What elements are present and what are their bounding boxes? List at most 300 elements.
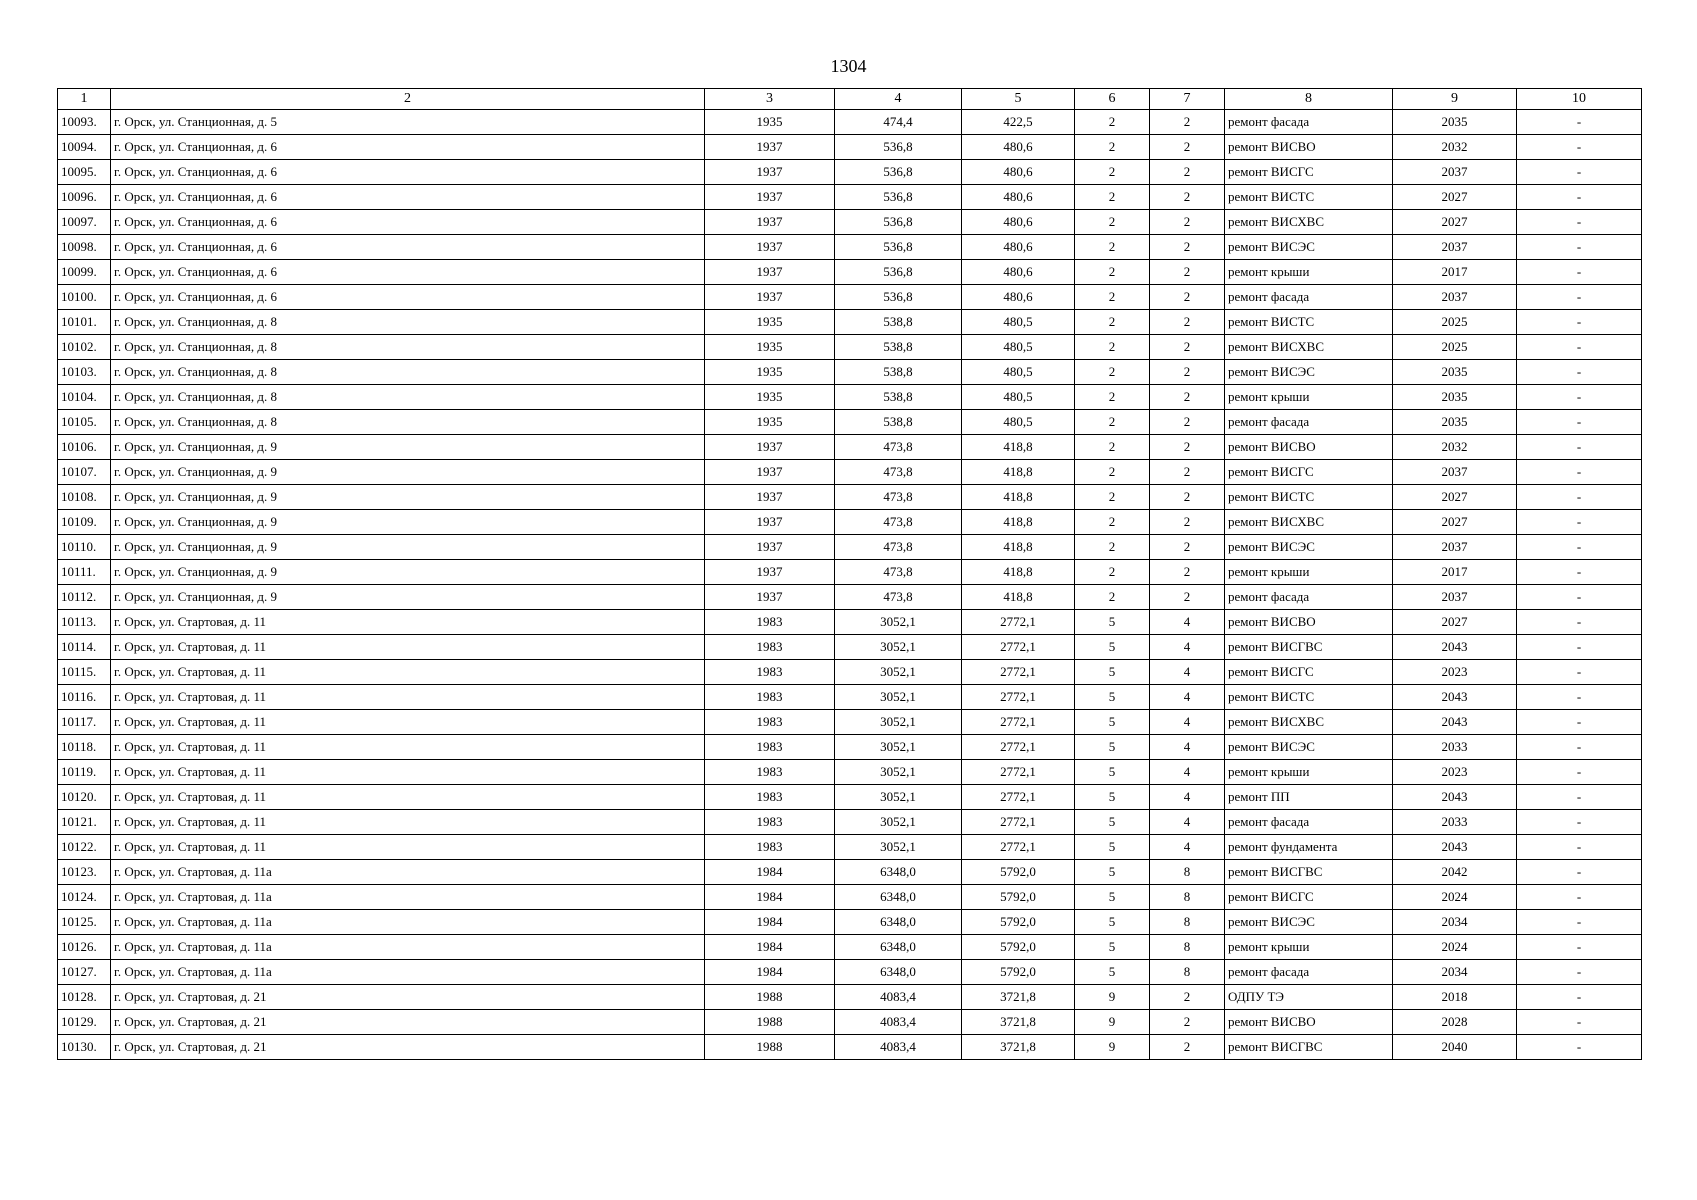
floors-cell: 5 <box>1075 660 1150 685</box>
total-area-cell: 6348,0 <box>835 885 962 910</box>
floors-cell: 2 <box>1075 585 1150 610</box>
row-number-cell: 10118. <box>58 735 111 760</box>
work-type-cell: ремонт ВИСГС <box>1225 660 1393 685</box>
total-area-cell: 536,8 <box>835 210 962 235</box>
entrances-cell: 2 <box>1150 385 1225 410</box>
total-area-cell: 473,8 <box>835 560 962 585</box>
row-number-cell: 10128. <box>58 985 111 1010</box>
table-row <box>58 585 1642 610</box>
table-row <box>58 860 1642 885</box>
term-cell: 2017 <box>1393 260 1517 285</box>
year-cell: 1983 <box>705 760 835 785</box>
living-area-cell: 480,6 <box>962 235 1075 260</box>
living-area-cell: 480,5 <box>962 360 1075 385</box>
work-type-cell: ремонт ВИСГВС <box>1225 635 1393 660</box>
entrances-cell: 4 <box>1150 685 1225 710</box>
table-row <box>58 710 1642 735</box>
address-cell: г. Орск, ул. Стартовая, д. 11 <box>111 635 705 660</box>
total-area-cell: 536,8 <box>835 260 962 285</box>
address-cell: г. Орск, ул. Стартовая, д. 11 <box>111 660 705 685</box>
work-type-cell: ремонт ПП <box>1225 785 1393 810</box>
year-cell: 1983 <box>705 810 835 835</box>
work-type-cell: ремонт крыши <box>1225 260 1393 285</box>
note-cell: - <box>1517 710 1642 735</box>
row-number-cell: 10122. <box>58 835 111 860</box>
year-cell: 1937 <box>705 510 835 535</box>
entrances-cell: 2 <box>1150 1010 1225 1035</box>
total-area-cell: 473,8 <box>835 535 962 560</box>
total-area-cell: 473,8 <box>835 485 962 510</box>
address-cell: г. Орск, ул. Стартовая, д. 21 <box>111 1035 705 1060</box>
note-cell: - <box>1517 285 1642 310</box>
living-area-cell: 480,5 <box>962 385 1075 410</box>
table-header-row <box>58 89 1642 110</box>
term-cell: 2018 <box>1393 985 1517 1010</box>
table-row <box>58 485 1642 510</box>
entrances-cell: 2 <box>1150 160 1225 185</box>
table-row <box>58 460 1642 485</box>
term-cell: 2037 <box>1393 535 1517 560</box>
work-type-cell: ремонт ВИСТС <box>1225 485 1393 510</box>
row-number-cell: 10098. <box>58 235 111 260</box>
living-area-cell: 2772,1 <box>962 835 1075 860</box>
table-row <box>58 1035 1642 1060</box>
year-cell: 1937 <box>705 235 835 260</box>
term-cell: 2034 <box>1393 960 1517 985</box>
table-row <box>58 410 1642 435</box>
entrances-cell: 2 <box>1150 1035 1225 1060</box>
floors-cell: 2 <box>1075 535 1150 560</box>
row-number-cell: 10117. <box>58 710 111 735</box>
table-row <box>58 535 1642 560</box>
total-area-cell: 538,8 <box>835 360 962 385</box>
table-row <box>58 135 1642 160</box>
year-cell: 1937 <box>705 185 835 210</box>
floors-cell: 5 <box>1075 935 1150 960</box>
note-cell: - <box>1517 360 1642 385</box>
entrances-cell: 8 <box>1150 935 1225 960</box>
living-area-cell: 2772,1 <box>962 810 1075 835</box>
address-cell: г. Орск, ул. Станционная, д. 9 <box>111 535 705 560</box>
floors-cell: 2 <box>1075 510 1150 535</box>
floors-cell: 2 <box>1075 135 1150 160</box>
address-cell: г. Орск, ул. Станционная, д. 6 <box>111 235 705 260</box>
entrances-cell: 2 <box>1150 185 1225 210</box>
year-cell: 1983 <box>705 735 835 760</box>
total-area-cell: 3052,1 <box>835 710 962 735</box>
work-type-cell: ремонт фундамента <box>1225 835 1393 860</box>
year-cell: 1937 <box>705 260 835 285</box>
address-cell: г. Орск, ул. Стартовая, д. 11а <box>111 935 705 960</box>
note-cell: - <box>1517 635 1642 660</box>
living-area-cell: 418,8 <box>962 460 1075 485</box>
row-number-cell: 10110. <box>58 535 111 560</box>
address-cell: г. Орск, ул. Станционная, д. 8 <box>111 360 705 385</box>
entrances-cell: 2 <box>1150 985 1225 1010</box>
total-area-cell: 3052,1 <box>835 760 962 785</box>
floors-cell: 5 <box>1075 835 1150 860</box>
term-cell: 2033 <box>1393 810 1517 835</box>
entrances-cell: 8 <box>1150 910 1225 935</box>
row-number-cell: 10101. <box>58 310 111 335</box>
year-cell: 1983 <box>705 710 835 735</box>
year-cell: 1935 <box>705 310 835 335</box>
note-cell: - <box>1517 310 1642 335</box>
floors-cell: 2 <box>1075 260 1150 285</box>
entrances-cell: 2 <box>1150 335 1225 360</box>
living-area-cell: 480,5 <box>962 310 1075 335</box>
term-cell: 2025 <box>1393 335 1517 360</box>
term-cell: 2027 <box>1393 510 1517 535</box>
floors-cell: 9 <box>1075 985 1150 1010</box>
row-number-cell: 10108. <box>58 485 111 510</box>
entrances-cell: 2 <box>1150 360 1225 385</box>
column-header: 5 <box>962 89 1075 110</box>
entrances-cell: 2 <box>1150 510 1225 535</box>
total-area-cell: 536,8 <box>835 185 962 210</box>
entrances-cell: 2 <box>1150 460 1225 485</box>
term-cell: 2017 <box>1393 560 1517 585</box>
year-cell: 1935 <box>705 335 835 360</box>
address-cell: г. Орск, ул. Станционная, д. 8 <box>111 385 705 410</box>
living-area-cell: 2772,1 <box>962 635 1075 660</box>
entrances-cell: 4 <box>1150 710 1225 735</box>
row-number-cell: 10105. <box>58 410 111 435</box>
living-area-cell: 418,8 <box>962 585 1075 610</box>
term-cell: 2035 <box>1393 385 1517 410</box>
term-cell: 2035 <box>1393 360 1517 385</box>
year-cell: 1937 <box>705 210 835 235</box>
row-number-cell: 10119. <box>58 760 111 785</box>
note-cell: - <box>1517 110 1642 135</box>
row-number-cell: 10099. <box>58 260 111 285</box>
note-cell: - <box>1517 760 1642 785</box>
total-area-cell: 538,8 <box>835 410 962 435</box>
entrances-cell: 2 <box>1150 485 1225 510</box>
living-area-cell: 480,6 <box>962 135 1075 160</box>
address-cell: г. Орск, ул. Станционная, д. 6 <box>111 160 705 185</box>
note-cell: - <box>1517 210 1642 235</box>
work-type-cell: ремонт ВИСТС <box>1225 685 1393 710</box>
living-area-cell: 2772,1 <box>962 660 1075 685</box>
floors-cell: 5 <box>1075 885 1150 910</box>
work-type-cell: ремонт крыши <box>1225 560 1393 585</box>
table-row <box>58 510 1642 535</box>
work-type-cell: ремонт фасада <box>1225 960 1393 985</box>
year-cell: 1984 <box>705 960 835 985</box>
entrances-cell: 2 <box>1150 210 1225 235</box>
term-cell: 2037 <box>1393 460 1517 485</box>
row-number-cell: 10103. <box>58 360 111 385</box>
note-cell: - <box>1517 185 1642 210</box>
table-row <box>58 610 1642 635</box>
note-cell: - <box>1517 785 1642 810</box>
note-cell: - <box>1517 985 1642 1010</box>
total-area-cell: 3052,1 <box>835 785 962 810</box>
year-cell: 1988 <box>705 1010 835 1035</box>
term-cell: 2027 <box>1393 210 1517 235</box>
term-cell: 2037 <box>1393 160 1517 185</box>
address-cell: г. Орск, ул. Станционная, д. 9 <box>111 435 705 460</box>
work-type-cell: ремонт фасада <box>1225 585 1393 610</box>
address-cell: г. Орск, ул. Станционная, д. 6 <box>111 185 705 210</box>
entrances-cell: 8 <box>1150 885 1225 910</box>
entrances-cell: 4 <box>1150 635 1225 660</box>
floors-cell: 5 <box>1075 785 1150 810</box>
table-row <box>58 885 1642 910</box>
note-cell: - <box>1517 235 1642 260</box>
row-number-cell: 10109. <box>58 510 111 535</box>
address-cell: г. Орск, ул. Станционная, д. 8 <box>111 310 705 335</box>
floors-cell: 2 <box>1075 160 1150 185</box>
living-area-cell: 418,8 <box>962 435 1075 460</box>
work-type-cell: ремонт крыши <box>1225 935 1393 960</box>
table-row <box>58 960 1642 985</box>
table-row <box>58 435 1642 460</box>
row-number-cell: 10114. <box>58 635 111 660</box>
year-cell: 1984 <box>705 910 835 935</box>
floors-cell: 5 <box>1075 760 1150 785</box>
floors-cell: 2 <box>1075 210 1150 235</box>
living-area-cell: 5792,0 <box>962 860 1075 885</box>
work-type-cell: ОДПУ ТЭ <box>1225 985 1393 1010</box>
address-cell: г. Орск, ул. Стартовая, д. 11 <box>111 685 705 710</box>
term-cell: 2035 <box>1393 110 1517 135</box>
work-type-cell: ремонт фасада <box>1225 110 1393 135</box>
year-cell: 1937 <box>705 285 835 310</box>
work-type-cell: ремонт ВИСВО <box>1225 1010 1393 1035</box>
total-area-cell: 3052,1 <box>835 610 962 635</box>
term-cell: 2043 <box>1393 785 1517 810</box>
note-cell: - <box>1517 885 1642 910</box>
note-cell: - <box>1517 660 1642 685</box>
work-type-cell: ремонт фасада <box>1225 410 1393 435</box>
living-area-cell: 5792,0 <box>962 960 1075 985</box>
address-cell: г. Орск, ул. Стартовая, д. 21 <box>111 1010 705 1035</box>
note-cell: - <box>1517 835 1642 860</box>
entrances-cell: 4 <box>1150 735 1225 760</box>
term-cell: 2043 <box>1393 710 1517 735</box>
address-cell: г. Орск, ул. Стартовая, д. 11 <box>111 785 705 810</box>
note-cell: - <box>1517 810 1642 835</box>
living-area-cell: 2772,1 <box>962 735 1075 760</box>
total-area-cell: 3052,1 <box>835 735 962 760</box>
floors-cell: 5 <box>1075 960 1150 985</box>
total-area-cell: 474,4 <box>835 110 962 135</box>
term-cell: 2037 <box>1393 585 1517 610</box>
table-row <box>58 735 1642 760</box>
row-number-cell: 10126. <box>58 935 111 960</box>
floors-cell: 2 <box>1075 485 1150 510</box>
address-cell: г. Орск, ул. Станционная, д. 9 <box>111 485 705 510</box>
address-cell: г. Орск, ул. Стартовая, д. 11 <box>111 810 705 835</box>
note-cell: - <box>1517 735 1642 760</box>
column-header: 2 <box>111 89 705 110</box>
term-cell: 2035 <box>1393 410 1517 435</box>
table-row <box>58 985 1642 1010</box>
address-cell: г. Орск, ул. Станционная, д. 5 <box>111 110 705 135</box>
floors-cell: 2 <box>1075 285 1150 310</box>
floors-cell: 2 <box>1075 185 1150 210</box>
total-area-cell: 4083,4 <box>835 1010 962 1035</box>
living-area-cell: 422,5 <box>962 110 1075 135</box>
table-row <box>58 835 1642 860</box>
floors-cell: 2 <box>1075 235 1150 260</box>
address-cell: г. Орск, ул. Стартовая, д. 11 <box>111 835 705 860</box>
year-cell: 1983 <box>705 835 835 860</box>
entrances-cell: 4 <box>1150 810 1225 835</box>
address-cell: г. Орск, ул. Стартовая, д. 11 <box>111 760 705 785</box>
work-type-cell: ремонт ВИСХВС <box>1225 710 1393 735</box>
address-cell: г. Орск, ул. Стартовая, д. 11а <box>111 860 705 885</box>
column-header: 1 <box>58 89 111 110</box>
total-area-cell: 3052,1 <box>835 810 962 835</box>
floors-cell: 2 <box>1075 435 1150 460</box>
registry-table <box>57 88 1642 1060</box>
work-type-cell: ремонт ВИСТС <box>1225 185 1393 210</box>
total-area-cell: 536,8 <box>835 235 962 260</box>
address-cell: г. Орск, ул. Станционная, д. 6 <box>111 135 705 160</box>
note-cell: - <box>1517 460 1642 485</box>
row-number-cell: 10124. <box>58 885 111 910</box>
address-cell: г. Орск, ул. Станционная, д. 9 <box>111 560 705 585</box>
term-cell: 2028 <box>1393 1010 1517 1035</box>
work-type-cell: ремонт ВИСЭС <box>1225 735 1393 760</box>
total-area-cell: 6348,0 <box>835 860 962 885</box>
table-row <box>58 185 1642 210</box>
living-area-cell: 418,8 <box>962 535 1075 560</box>
row-number-cell: 10097. <box>58 210 111 235</box>
column-header: 7 <box>1150 89 1225 110</box>
year-cell: 1935 <box>705 360 835 385</box>
row-number-cell: 10115. <box>58 660 111 685</box>
term-cell: 2033 <box>1393 735 1517 760</box>
term-cell: 2032 <box>1393 435 1517 460</box>
floors-cell: 5 <box>1075 610 1150 635</box>
table-row <box>58 285 1642 310</box>
table-row <box>58 210 1642 235</box>
work-type-cell: ремонт ВИСХВС <box>1225 335 1393 360</box>
entrances-cell: 2 <box>1150 110 1225 135</box>
term-cell: 2024 <box>1393 885 1517 910</box>
work-type-cell: ремонт ВИСВО <box>1225 610 1393 635</box>
floors-cell: 2 <box>1075 335 1150 360</box>
address-cell: г. Орск, ул. Станционная, д. 9 <box>111 460 705 485</box>
term-cell: 2043 <box>1393 635 1517 660</box>
total-area-cell: 6348,0 <box>835 910 962 935</box>
total-area-cell: 538,8 <box>835 310 962 335</box>
work-type-cell: ремонт ВИСЭС <box>1225 235 1393 260</box>
note-cell: - <box>1517 560 1642 585</box>
table-row <box>58 235 1642 260</box>
entrances-cell: 2 <box>1150 235 1225 260</box>
row-number-cell: 10095. <box>58 160 111 185</box>
row-number-cell: 10121. <box>58 810 111 835</box>
total-area-cell: 538,8 <box>835 335 962 360</box>
living-area-cell: 2772,1 <box>962 710 1075 735</box>
term-cell: 2025 <box>1393 310 1517 335</box>
table-row <box>58 910 1642 935</box>
row-number-cell: 10107. <box>58 460 111 485</box>
table-body <box>58 110 1642 1060</box>
term-cell: 2023 <box>1393 660 1517 685</box>
note-cell: - <box>1517 335 1642 360</box>
term-cell: 2024 <box>1393 935 1517 960</box>
row-number-cell: 10106. <box>58 435 111 460</box>
address-cell: г. Орск, ул. Станционная, д. 6 <box>111 285 705 310</box>
term-cell: 2043 <box>1393 835 1517 860</box>
work-type-cell: ремонт ВИСЭС <box>1225 535 1393 560</box>
living-area-cell: 5792,0 <box>962 910 1075 935</box>
floors-cell: 5 <box>1075 735 1150 760</box>
table-row <box>58 660 1642 685</box>
column-header: 9 <box>1393 89 1517 110</box>
year-cell: 1935 <box>705 385 835 410</box>
table-row <box>58 685 1642 710</box>
row-number-cell: 10112. <box>58 585 111 610</box>
row-number-cell: 10104. <box>58 385 111 410</box>
address-cell: г. Орск, ул. Стартовая, д. 11а <box>111 960 705 985</box>
year-cell: 1983 <box>705 635 835 660</box>
work-type-cell: ремонт ВИСХВС <box>1225 510 1393 535</box>
year-cell: 1983 <box>705 660 835 685</box>
year-cell: 1984 <box>705 935 835 960</box>
table-row <box>58 810 1642 835</box>
note-cell: - <box>1517 610 1642 635</box>
term-cell: 2042 <box>1393 860 1517 885</box>
address-cell: г. Орск, ул. Станционная, д. 8 <box>111 410 705 435</box>
row-number-cell: 10127. <box>58 960 111 985</box>
work-type-cell: ремонт ВИСВО <box>1225 435 1393 460</box>
row-number-cell: 10096. <box>58 185 111 210</box>
entrances-cell: 2 <box>1150 410 1225 435</box>
year-cell: 1937 <box>705 585 835 610</box>
term-cell: 2027 <box>1393 610 1517 635</box>
entrances-cell: 4 <box>1150 610 1225 635</box>
year-cell: 1935 <box>705 410 835 435</box>
living-area-cell: 3721,8 <box>962 985 1075 1010</box>
year-cell: 1935 <box>705 110 835 135</box>
entrances-cell: 4 <box>1150 835 1225 860</box>
note-cell: - <box>1517 1035 1642 1060</box>
address-cell: г. Орск, ул. Стартовая, д. 11а <box>111 885 705 910</box>
address-cell: г. Орск, ул. Стартовая, д. 21 <box>111 985 705 1010</box>
note-cell: - <box>1517 935 1642 960</box>
note-cell: - <box>1517 535 1642 560</box>
living-area-cell: 5792,0 <box>962 935 1075 960</box>
work-type-cell: ремонт ВИСГВС <box>1225 860 1393 885</box>
work-type-cell: ремонт ВИСХВС <box>1225 210 1393 235</box>
note-cell: - <box>1517 510 1642 535</box>
term-cell: 2037 <box>1393 285 1517 310</box>
note-cell: - <box>1517 585 1642 610</box>
entrances-cell: 2 <box>1150 135 1225 160</box>
row-number-cell: 10130. <box>58 1035 111 1060</box>
total-area-cell: 3052,1 <box>835 685 962 710</box>
floors-cell: 5 <box>1075 860 1150 885</box>
floors-cell: 5 <box>1075 635 1150 660</box>
table-row <box>58 635 1642 660</box>
work-type-cell: ремонт ВИСТС <box>1225 310 1393 335</box>
note-cell: - <box>1517 260 1642 285</box>
address-cell: г. Орск, ул. Станционная, д. 6 <box>111 260 705 285</box>
note-cell: - <box>1517 1010 1642 1035</box>
floors-cell: 5 <box>1075 910 1150 935</box>
total-area-cell: 536,8 <box>835 285 962 310</box>
note-cell: - <box>1517 685 1642 710</box>
table-row <box>58 1010 1642 1035</box>
year-cell: 1937 <box>705 160 835 185</box>
